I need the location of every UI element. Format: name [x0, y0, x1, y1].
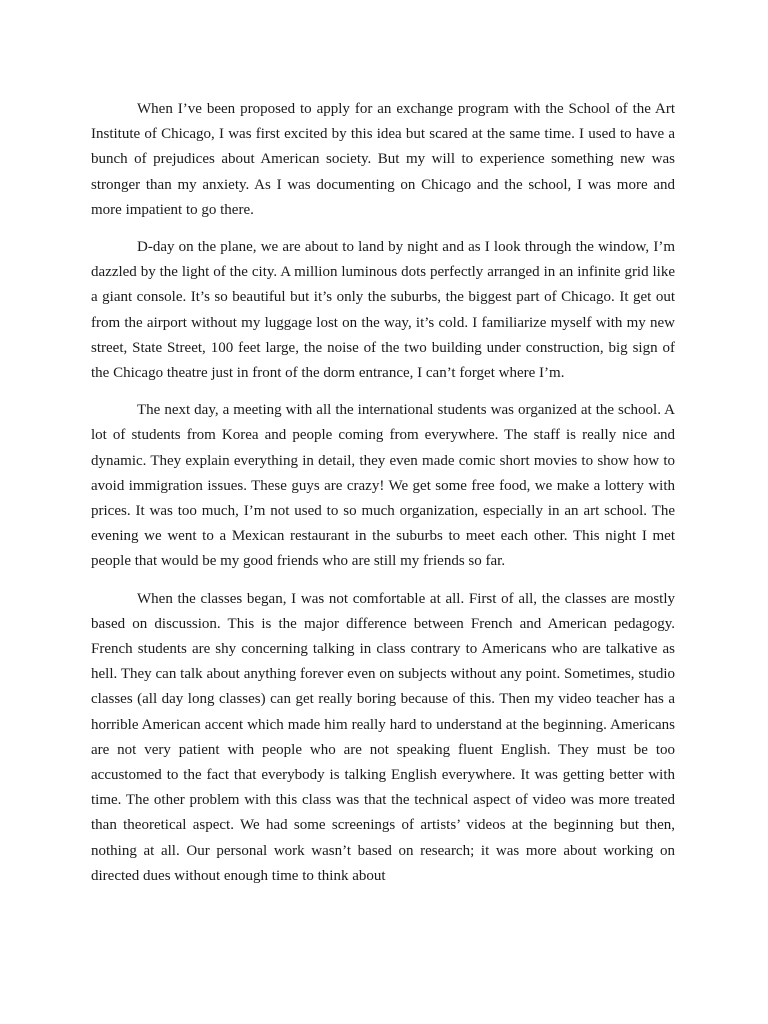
paragraph: The next day, a meeting with all the international students was organized at the school. A lot of students from Korea and people coming from everywhere. The staff is really nice and dynamic. They explain everything in detail, they even made comic short movies to show how to avoid immigration issues. These guys are crazy! We get some free food, we make a lottery with prices. It was too much, I’m not used to so much organization, especially in an art school. The evening we went to a Mexican restaurant in the suburbs to meet each other. This night I met people that would be my good friends who are still my friends so far.	[91, 402, 675, 570]
paragraph: D-day on the plane, we are about to land by night and as I look through the window, I’m dazzled by the light of the city. A million luminous dots perfectly arranged in an infinite grid like a giant console. It’s so beautiful but it’s only the suburbs, the biggest part of Chicago. It get out from the airport without my luggage lost on the way, it’s cold. I familiarize myself with my new street, State Street, 100 feet large, the noise of the two building under construction, big sign of the Chicago theatre just in front of the dorm entrance, I can’t forget where I’m.	[91, 239, 675, 382]
paragraph: When the classes began, I was not comfortable at all. First of all, the classes are mostly based on discussion. This is the major difference between French and American pedagogy. French students are shy concerning talking in class contrary to Americans who are talkative as hell. They can talk about anything forever even on subjects without any point. Sometimes, studio classes (all day long classes) can get really boring because of this. Then my video teacher has a horrible American accent which made him really hard to understand at the beginning. Americans are not very patient with people who are not speaking fluent English. They must be too accustomed to the fact that everybody is talking English everywhere. It was getting better with time. The other problem with this class was that the technical aspect of video was more treated than theoretical aspect. We had some screenings of artists’ videos at the beginning but then, nothing at all. Our personal work wasn’t based on research; it was more about working on directed dues without enough time to think about	[91, 590, 675, 884]
paragraph: When I’ve been proposed to apply for an exchange program with the School of the Art Institute of Chicago, I was first excited by this idea but scared at the same time. I used to have a bunch of prejudices about American society. But my will to experience something new was stronger than my anxiety. As I was documenting on Chicago and the school, I was more and more impatient to go there.	[91, 101, 675, 218]
document-body	[91, 97, 675, 901]
